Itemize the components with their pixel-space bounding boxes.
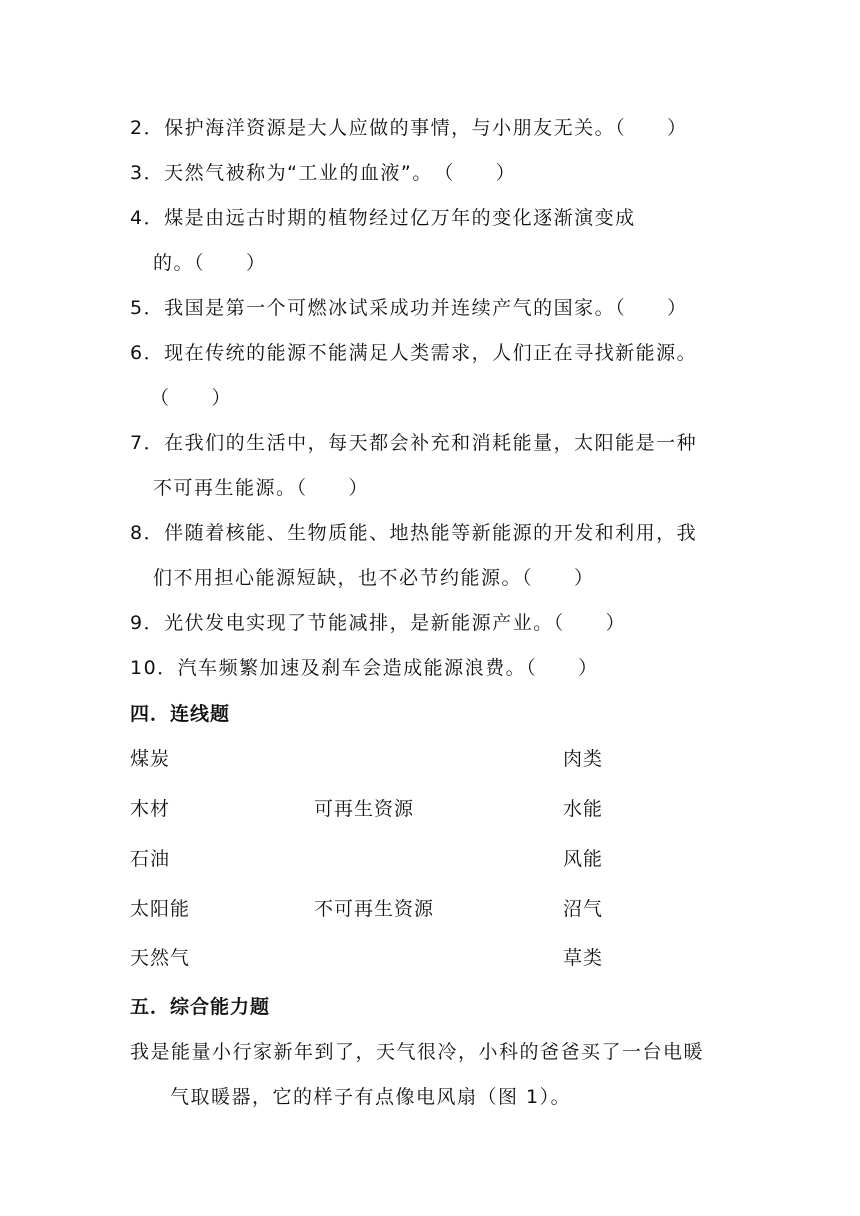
match-right-item: 风能 — [563, 848, 604, 870]
question-8-line-2: 们不用担心能源短缺，也不必节约能源。（ ） — [153, 567, 595, 589]
question-9: 9．光伏发电实现了节能减排，是新能源产业。（ ） — [130, 612, 627, 634]
match-left-item: 天然气 — [130, 947, 191, 969]
question-5: 5．我国是第一个可燃冰试采成功并连续产气的国家。（ ） — [130, 297, 688, 319]
section-4-heading: 四．连线题 — [130, 703, 231, 725]
match-middle-item: 可再生资源 — [314, 798, 415, 820]
question-7-line-1: 7．在我们的生活中，每天都会补充和消耗能量，太阳能是一种 — [130, 432, 698, 454]
match-right-item: 沼气 — [563, 898, 604, 920]
match-left-item: 木材 — [130, 798, 171, 820]
question-4-line-1: 4．煤是由远古时期的植物经过亿万年的变化逐渐演变成 — [130, 207, 636, 229]
question-7-line-2: 不可再生能源。（ ） — [153, 477, 370, 499]
question-10: 10．汽车频繁加速及刹车会造成能源浪费。（ ） — [130, 657, 599, 679]
question-2: 2．保护海洋资源是大人应做的事情，与小朋友无关。（ ） — [130, 117, 688, 139]
section-5-paragraph-line-2: 气取暖器，它的样子有点像电风扇（图 1）。 — [170, 1086, 572, 1108]
match-right-item: 草类 — [563, 947, 604, 969]
match-right-item: 水能 — [563, 798, 604, 820]
question-3: 3．天然气被称为“工业的血液”。 （ ） — [130, 162, 517, 184]
match-left-item: 太阳能 — [130, 898, 191, 920]
match-left-item: 石油 — [130, 848, 171, 870]
question-6-line-2: （ ） — [150, 387, 233, 409]
question-8-line-1: 8．伴随着核能、生物质能、地热能等新能源的开发和利用，我 — [130, 522, 698, 544]
match-left-item: 煤炭 — [130, 748, 171, 770]
question-4-line-2: 的。（ ） — [153, 252, 267, 274]
match-middle-item: 不可再生资源 — [314, 898, 435, 920]
section-5-heading: 五．综合能力题 — [130, 996, 271, 1018]
question-6-line-1: 6．现在传统的能源不能满足人类需求，人们正在寻找新能源。 — [130, 342, 698, 364]
section-5-paragraph-line-1: 我是能量小行家新年到了，天气很冷，小科的爸爸买了一台电暖 — [130, 1041, 705, 1063]
match-right-item: 肉类 — [563, 748, 604, 770]
